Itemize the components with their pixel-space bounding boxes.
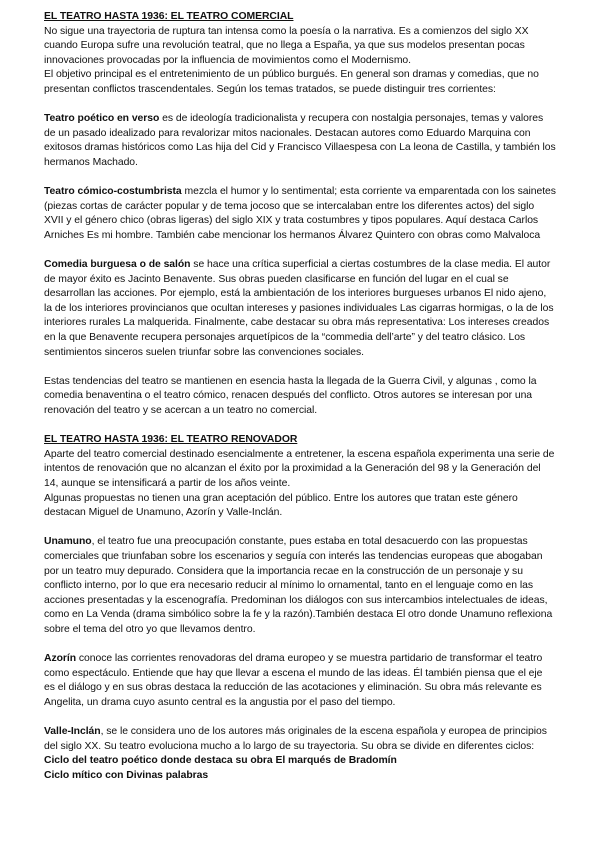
text-comedia-burguesa: se hace una crítica superficial a ciertas costumbres de la clase media. El autor de mayor éxito es Jacinto Benavente. Sus obras pueden clasificarse en función del lugar en el cual se desarrollan las acciones. Por ejemplo, está la ambientación de los interiores burgueses urbanos El nido ajeno, la de los interiores provincianos que ocultan intereses y pasiones individuales Las cigarras hormigas, o la de los interiores rurales La malquerida. Finalmente, cabe destacar su obra más representativa: Los intereses creados en la que Benavente recupera personajes arquetípicos de la “commedia dell’arte” y del teatro clásico. Los sentimientos sinceros suelen triunfar sobre las convenciones sociales. [44, 259, 554, 358]
paragraph-tendencias: Estas tendencias del teatro se mantienen en esencia hasta la llegada de la Guerra Civil, y algunas , como la comedia benaventina o el teatro cómico, renacen después del conflicto. Otros autores se interesan por una renovación del teatro y se acercan a un teatro no comercial. [44, 375, 537, 417]
spacer [44, 711, 556, 726]
paragraph-teatro-comico [44, 185, 556, 243]
paragraph-propuestas: Algunas propuestas no tienen una gran aceptación del público. Entre los autores que tratan este género destacan Miguel de Unamuno, Azorín y Valle-Inclán. [44, 492, 518, 519]
spacer [44, 419, 556, 434]
paragraph-unamuno [44, 535, 556, 637]
spacer [44, 98, 556, 113]
text-teatro-poetico: es de ideología tradicionalista y recupera con nostalgia personajes, temas y valores de un pasado idealizado para revalorizar mitos nacionales. Destacan autores como Eduardo Marquina con exitosos dramas históricos como Las hija del Cid y Francisco Villaespesa con La leona de Castilla, y también los hermanos Machado. [44, 113, 556, 168]
text-unamuno: , el teatro fue una preocupación constante, pues estaba en total desacuerdo con las propuestas comerciales que triunfaban sobre los escenarios y seguía con interés las tendencias europeas que abogaban por un teatro muy depurado. Considera que la importancia recae en la construcción de un personaje y su conflicto interno, por lo que era necesario reducir al mínimo lo ornamental, tanto en el lenguaje como en las acciones presentadas y la escenografía. Predominan los diálogos con sus intercambios intelectuales de ideas, como en La Venda (drama simbólico sobre la fe y la razón).También destaca El otro donde Unamuno reflexiona sobre el tema del otro yo que llevamos dentro. [44, 536, 553, 635]
spacer [44, 244, 556, 259]
spacer [44, 171, 556, 186]
spacer [44, 638, 556, 653]
paragraph-comedia-burguesa [44, 258, 556, 360]
section-heading-renovador: EL TEATRO HASTA 1936: EL TEATRO RENOVADOR [44, 434, 298, 446]
term-teatro-comico: Teatro cómico-costumbrista [44, 186, 182, 198]
term-comedia-burguesa: Comedia burguesa o de salón [44, 259, 191, 271]
paragraph-intro-comercial: No sigue una trayectoria de ruptura tan intensa como la poesía o la narrativa. Es a comienzos del siglo XX cuando Europa sufre una revolución teatral, que no llega a España, ya que sus modelos presentan pocas innovaciones provocadas por la influencia de movimientos como el Modernismo. [44, 25, 529, 66]
spacer [44, 521, 556, 536]
paragraph-objetivo: El objetivo principal es el entretenimiento de un público burgués. En general son dramas y comedias, que no presentan conflictos trascendentales. Según los temas tratados, se puede distinguir tres corrientes: [44, 69, 539, 95]
paragraph-valle-inclan [44, 725, 556, 754]
cycle-item [44, 754, 556, 769]
term-valle-inclan: Valle-Inclán [44, 726, 101, 738]
section-heading-comercial: EL TEATRO HASTA 1936: EL TEATRO COMERCIAL [44, 11, 294, 22]
document-body [44, 10, 556, 783]
text-valle-inclan: , se le considera uno de los autores más originales de la escena española y europea de principios del siglo XX. Su teatro evoluciona mucho a lo largo de su trayectoria. Su obra se divide en diferentes ciclos: [44, 726, 547, 752]
cycle-item [44, 769, 556, 784]
text-azorin: conoce las corrientes renovadoras del drama europeo y se muestra partidario de transformar el teatro como espectáculo. Entiende que hay que llevar a escena el mundo de las ideas. Él también piensa que el eje es el diálogo y en sus obras destaca la reducción de las acotaciones y eliminación. Su obra más relevante es Angelita, un drama cuyo asunto central es la angustia por el paso del tiempo. [44, 653, 543, 708]
paragraph-azorin [44, 652, 556, 710]
paragraph-teatro-poetico [44, 112, 556, 170]
cycle-label: Ciclo mítico con Divinas palabras [44, 769, 209, 781]
term-unamuno: Unamuno [44, 536, 92, 548]
spacer [44, 360, 556, 375]
term-teatro-poetico: Teatro poético en verso [44, 113, 160, 125]
paragraph-intro-renovador: Aparte del teatro comercial destinado esencialmente a entretener, la escena española experimenta una serie de intentos de renovación que no alcanzan el éxito por la proximidad a la Generación del 98 y la Generación del 14, aunque se intensificará a partir de los años veinte. [44, 448, 555, 489]
text-teatro-comico: mezcla el humor y lo sentimental; esta corriente va emparentada con los sainetes (piezas cortas de carácter popular y de tema jocoso que se intercalaban entre los diferentes actos) del siglo XVII y el género chico (obras ligeras) del siglo XIX y trata costumbres y tipos populares. Aquí destaca Carlos Arniches Es mi hombre. También cabe mencionar los hermanos Álvarez Quintero con obras como Malvaloca [44, 186, 556, 241]
term-azorin: Azorín [44, 653, 77, 665]
cycle-label: Ciclo del teatro poético donde destaca su obra El marqués de Bradomín [44, 755, 397, 767]
